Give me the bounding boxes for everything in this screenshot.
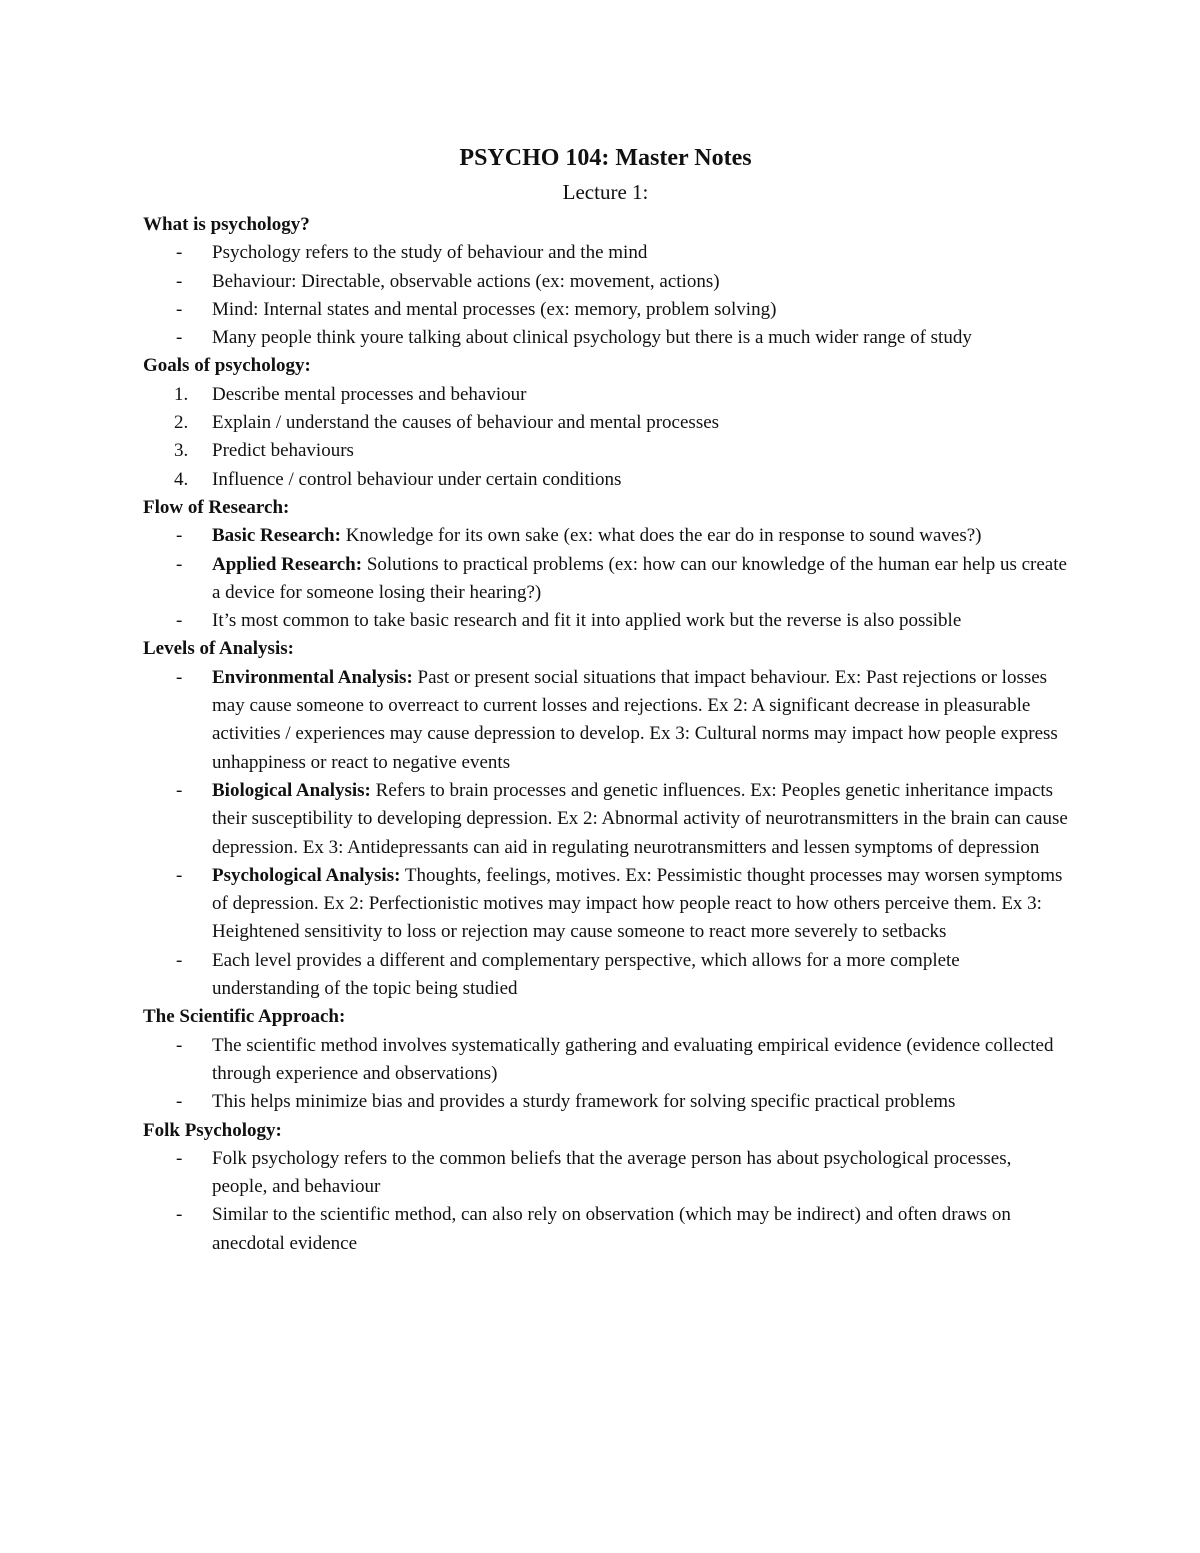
goals-list (143, 381, 1068, 494)
term-label: Psychological Analysis: (212, 864, 401, 886)
term-label: Applied Research: (212, 553, 363, 575)
list-item (143, 239, 1068, 267)
list-item-text: Predict behaviours (212, 440, 354, 462)
bullet-dash: - (176, 666, 183, 688)
list-item-text: Folk psychology refers to the common beliefs that the average person has about psychological processes, people, and behaviour (212, 1147, 1012, 1198)
list-item-text: The scientific method involves systematically gathering and evaluating empirical evidence (evidence collected through experience and observations) (212, 1034, 1054, 1084)
term-label: Biological Analysis: (212, 779, 371, 801)
list-item (143, 607, 1068, 635)
list-item-text: Many people think youre talking about clinical psychology but there is a much wider range of study (212, 327, 972, 349)
list-item-text: Psychology refers to the study of behaviour and the mind (212, 242, 648, 264)
list-item (143, 268, 1068, 296)
folk-psychology-list (143, 1145, 1068, 1258)
section-heading-what-is-psychology: What is psychology? (143, 214, 310, 235)
section-heading-levels-of-analysis: Levels of Analysis: (143, 638, 294, 660)
list-item (143, 1032, 1068, 1089)
list-item-text: Explain / understand the causes of behaviour and mental processes (212, 412, 720, 434)
bullet-dash: - (176, 1147, 183, 1169)
list-item-text: It’s most common to take basic research and fit it into applied work but the reverse is also possible (212, 610, 962, 632)
list-item (143, 296, 1068, 324)
levels-of-analysis-list (143, 664, 1068, 1004)
flow-of-research-list (143, 522, 1068, 635)
list-item (143, 381, 1068, 409)
bullet-dash: - (176, 1204, 183, 1226)
list-item-text: Each level provides a different and complementary perspective, which allows for a more complete understanding of the topic being studied (212, 949, 960, 1000)
list-item (143, 947, 1068, 1004)
bullet-dash: - (176, 610, 183, 632)
list-item (143, 1201, 1068, 1258)
bullet-dash: - (176, 270, 183, 292)
bullet-dash: - (176, 327, 183, 349)
bullet-dash: - (176, 949, 183, 971)
bullet-dash: - (176, 779, 183, 801)
list-item (143, 1088, 1068, 1116)
list-item (143, 466, 1068, 494)
bullet-dash: - (176, 298, 183, 320)
bullet-dash: - (176, 1091, 183, 1113)
list-number: 2. (174, 412, 189, 434)
lecture-title: Lecture 1: (562, 180, 649, 204)
list-item-text: Describe mental processes and behaviour (212, 383, 527, 405)
list-item-text: Behaviour: Directable, observable actions (ex: movement, actions) (212, 270, 720, 292)
list-item-text: This helps minimize bias and provides a sturdy framework for solving specific practical problems (212, 1091, 956, 1113)
list-item (143, 862, 1068, 947)
bullet-dash: - (176, 553, 183, 575)
list-item (143, 1145, 1068, 1202)
list-item (143, 522, 1068, 550)
scientific-approach-list (143, 1032, 1068, 1117)
list-item (143, 664, 1068, 777)
list-item (143, 437, 1068, 465)
document-content (143, 141, 1068, 1258)
list-item-text: Influence / control behaviour under certain conditions (212, 468, 622, 490)
list-item (143, 777, 1068, 862)
what-is-psychology-list (143, 239, 1068, 352)
list-item-text: Solutions to practical problems (ex: how can our knowledge of the human ear help us create a device for someone losing their hearing?) (212, 553, 1067, 603)
list-item-text: Knowledge for its own sake (ex: what does the ear do in response to sound waves?) (340, 525, 982, 547)
term-label: Environmental Analysis: (212, 666, 413, 688)
list-item-text: Past or present social situations that impact behaviour. Ex: Past rejections or losses may cause someone to overreact to current losses and rejections. Ex 2: A significant decrease in pleasurable activities / experiences may cause depression to develop. Ex 3: Cultural norms may impact how people express unhappiness or react to negative events (212, 666, 1058, 773)
bullet-dash: - (176, 242, 183, 264)
bullet-dash: - (176, 864, 183, 886)
list-item-text: Thoughts, feelings, motives. Ex: Pessimistic thought processes may worsen symptoms of depression. Ex 2: Perfectionistic motives may impact how people react to how others perceive them. Ex 3: Heightened sensitivity to loss or rejection may cause someone to react more severely to setbacks (212, 864, 1063, 943)
list-item-text: Refers to brain processes and genetic influences. Ex: Peoples genetic inheritance impacts their susceptibility to developing depression. Ex 2: Abnormal activity of neurotransmitters in the brain can cause depression. Ex 3: Antidepressants can aid in regulating neurotransmitters and lessen symptoms of depression (212, 779, 1068, 858)
list-item-text: Similar to the scientific method, can also rely on observation (which may be indirect) and often draws on anecdotal evidence (212, 1204, 1011, 1254)
list-item (143, 409, 1068, 437)
list-item (143, 324, 1068, 352)
bullet-dash: - (176, 525, 183, 547)
section-heading-flow-of-research: Flow of Research: (143, 496, 290, 518)
term-label: Basic Research: (212, 525, 341, 547)
document-title: PSYCHO 104: Master Notes (459, 145, 752, 171)
list-number: 3. (174, 440, 189, 462)
list-number: 4. (174, 468, 189, 490)
bullet-dash: - (176, 1034, 183, 1056)
section-heading-scientific-approach: The Scientific Approach: (143, 1006, 346, 1028)
list-item-text: Mind: Internal states and mental processes (ex: memory, problem solving) (212, 298, 777, 320)
section-heading-folk-psychology: Folk Psychology: (143, 1119, 282, 1141)
list-number: 1. (174, 383, 189, 405)
list-item (143, 551, 1068, 608)
section-heading-goals: Goals of psychology: (143, 355, 311, 377)
